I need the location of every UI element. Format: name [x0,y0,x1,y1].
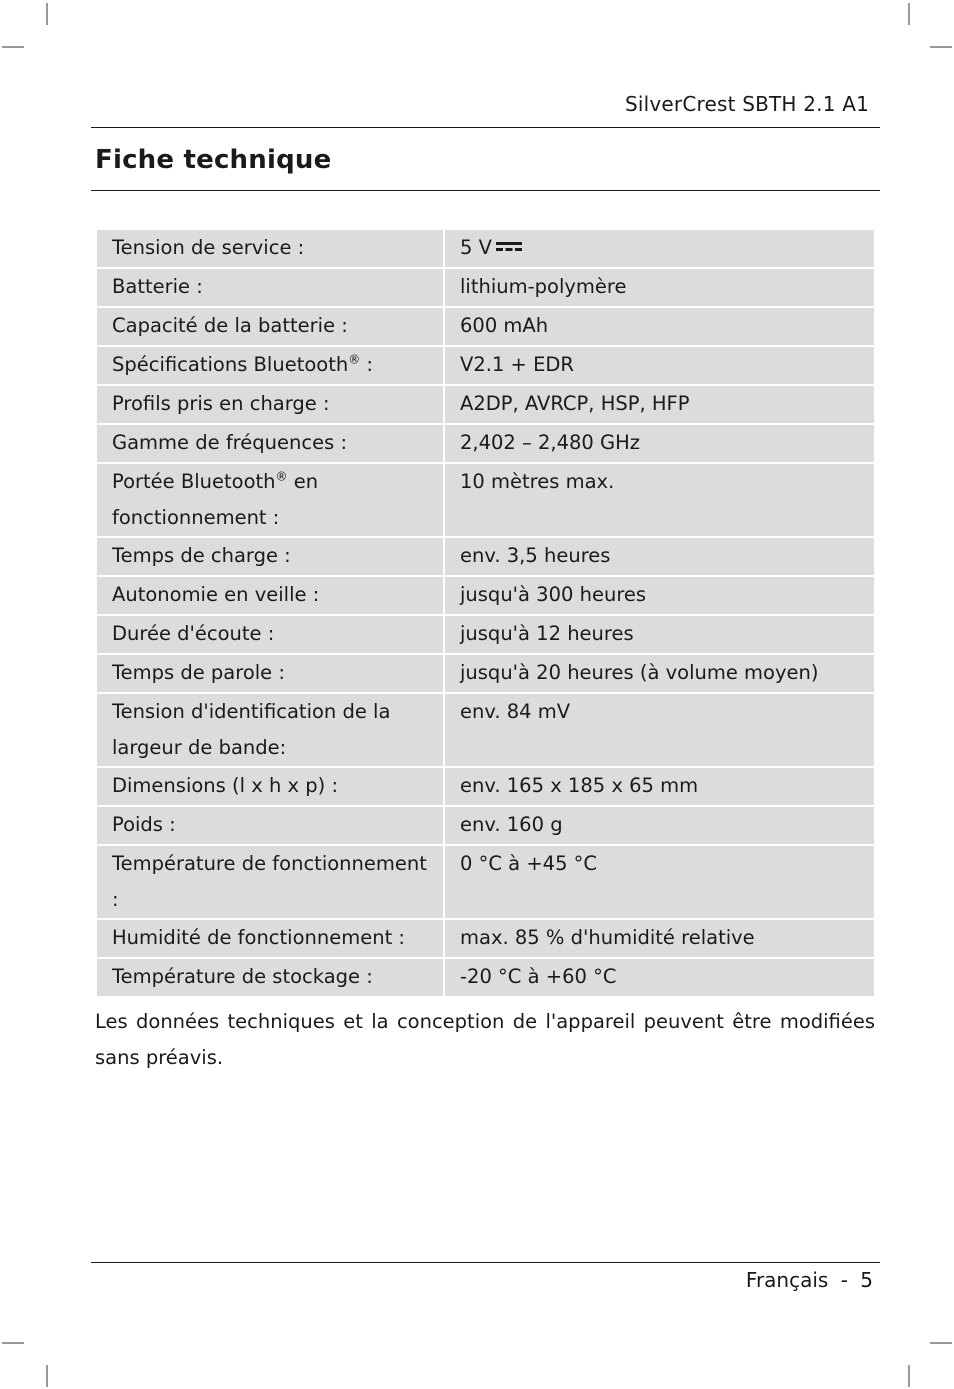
footer-page-number: 5 [860,1268,873,1292]
registered-mark: ® [348,352,361,367]
disclaimer-note: Les données techniques et la conception de l'appareil peuvent être modifiées sans préavis. [95,1010,875,1069]
footer-separator: - [840,1268,848,1292]
footer [746,1268,873,1292]
spec-row [96,346,875,385]
spec-row [96,268,875,307]
spec-value: max. 85 % d'humidité relative [444,919,875,958]
spec-row [96,537,875,576]
spec-value: lithium-polymère [444,268,875,307]
spec-label: Gamme de fréquences : [96,424,444,463]
spec-label: Autonomie en veille : [96,576,444,615]
spec-label: Humidité de fonctionnement : [96,919,444,958]
spec-row [96,615,875,654]
spec-value: 10 mètres max. [444,463,875,537]
spec-value: env. 3,5 heures [444,537,875,576]
title-rule [91,190,880,191]
spec-value: 600 mAh [444,307,875,346]
spec-row [96,424,875,463]
spec-row [96,463,875,537]
spec-label: Dimensions (l x h x p) : [96,767,444,806]
spec-label: Tension de service : [96,229,444,268]
spec-row [96,958,875,997]
footer-rule [91,1262,880,1263]
spec-value: env. 84 mV [444,693,875,767]
spec-label: Temps de charge : [96,537,444,576]
spec-label: Batterie : [96,268,444,307]
spec-row [96,229,875,268]
spec-row [96,307,875,346]
spec-row [96,385,875,424]
spec-value: 5 V [444,229,875,268]
crop-mark [908,3,910,25]
spec-row [96,806,875,845]
crop-mark [46,3,48,25]
spec-value: jusqu'à 300 heures [444,576,875,615]
spec-label: Profils pris en charge : [96,385,444,424]
spec-row [96,845,875,919]
spec-value: 0 °C à +45 °C [444,845,875,919]
spec-label: Tension d'identification de la largeur de bande: [96,693,444,767]
dc-current-icon [496,241,522,253]
spec-label: Température de fonctionnement : [96,845,444,919]
crop-mark [908,1365,910,1387]
spec-table [95,228,876,998]
spec-value: V2.1 + EDR [444,346,875,385]
spec-label: Temps de parole : [96,654,444,693]
spec-row [96,767,875,806]
spec-value: env. 165 x 185 x 65 mm [444,767,875,806]
crop-mark [2,46,24,48]
spec-label: Température de stockage : [96,958,444,997]
spec-row [96,919,875,958]
spec-row [96,693,875,767]
page-title: Fiche technique [95,145,332,175]
crop-mark [46,1365,48,1387]
spec-value: env. 160 g [444,806,875,845]
spec-value: -20 °C à +60 °C [444,958,875,997]
spec-label: Durée d'écoute : [96,615,444,654]
crop-mark [2,1342,24,1344]
footer-language: Français [745,1268,829,1292]
crop-mark [930,46,952,48]
spec-value: A2DP, AVRCP, HSP, HFP [444,385,875,424]
spec-value: 2,402 – 2,480 GHz [444,424,875,463]
spec-value: jusqu'à 12 heures [444,615,875,654]
crop-mark [930,1342,952,1344]
spec-row [96,576,875,615]
spec-label: Portée Bluetooth® en fonctionnement : [96,463,444,537]
header-rule [91,127,880,128]
registered-mark: ® [275,469,288,484]
spec-row [96,654,875,693]
spec-label: Spécifications Bluetooth® : [96,346,444,385]
spec-label: Poids : [96,806,444,845]
spec-value: jusqu'à 20 heures (à volume moyen) [444,654,875,693]
header-product-name: SilverCrest SBTH 2.1 A1 [624,92,869,116]
spec-label: Capacité de la batterie : [96,307,444,346]
